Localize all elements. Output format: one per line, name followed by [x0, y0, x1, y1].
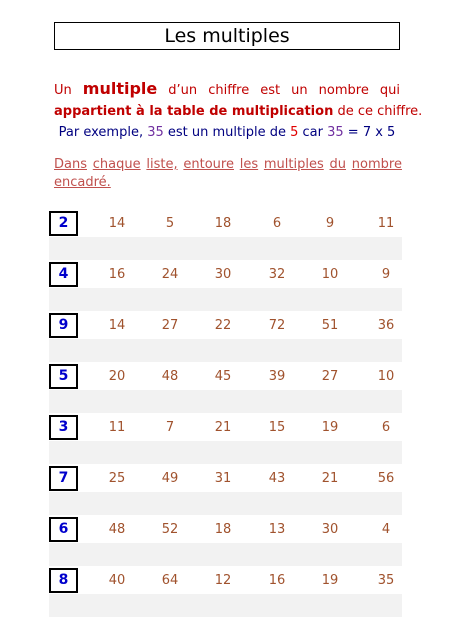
definition-line-2 — [54, 101, 423, 122]
candidate-number[interactable]: 31 — [214, 471, 232, 486]
candidate-number[interactable]: 7 — [165, 420, 175, 435]
candidate-number[interactable]: 15 — [268, 420, 286, 435]
exercise-row — [49, 261, 402, 312]
exercise-row — [49, 414, 402, 465]
framed-number: 4 — [49, 262, 78, 287]
candidate-number[interactable]: 13 — [268, 522, 286, 537]
candidate-number[interactable]: 10 — [377, 369, 395, 384]
example-text: = 7 x 5 — [343, 125, 396, 140]
example-number: 35 — [147, 125, 164, 140]
exercise-row — [49, 312, 402, 363]
definition-bold-phrase: appartient à la table de multiplication — [54, 104, 334, 119]
candidate-number[interactable]: 4 — [381, 522, 391, 537]
instruction — [54, 156, 402, 192]
framed-number: 7 — [49, 466, 78, 491]
candidate-number[interactable]: 5 — [165, 216, 175, 231]
row-spacer — [49, 441, 402, 464]
example-text: car — [298, 125, 328, 140]
candidate-number[interactable]: 45 — [214, 369, 232, 384]
example-number: 5 — [290, 125, 299, 140]
row-spacer — [49, 339, 402, 362]
candidate-number[interactable]: 11 — [108, 420, 126, 435]
definition-rest: de ce chiffre. — [333, 104, 423, 119]
instruction-word: entoure — [183, 157, 234, 172]
row-spacer — [49, 492, 402, 515]
example-text: est un multiple de — [163, 125, 291, 140]
exercise-list — [49, 210, 402, 618]
candidate-number[interactable]: 21 — [214, 420, 232, 435]
candidate-number[interactable]: 24 — [161, 267, 179, 282]
candidate-number[interactable]: 49 — [161, 471, 179, 486]
row-spacer — [49, 237, 402, 260]
row-spacer — [49, 288, 402, 311]
candidate-number[interactable]: 10 — [321, 267, 339, 282]
definition-word: un — [291, 83, 308, 98]
candidate-number[interactable]: 43 — [268, 471, 286, 486]
candidate-number[interactable]: 6 — [381, 420, 391, 435]
candidate-number[interactable]: 14 — [108, 318, 126, 333]
instruction-word: chaque — [92, 157, 141, 172]
row-spacer — [49, 543, 402, 566]
example-text: Par exemple, — [58, 125, 148, 140]
candidate-number[interactable]: 14 — [108, 216, 126, 231]
example-number: 35 — [327, 125, 344, 140]
exercise-row — [49, 210, 402, 261]
candidate-number[interactable]: 48 — [161, 369, 179, 384]
candidate-number[interactable]: 19 — [321, 573, 339, 588]
exercise-row — [49, 363, 402, 414]
definition-word: Un — [54, 83, 72, 98]
candidate-number[interactable]: 72 — [268, 318, 286, 333]
candidate-number[interactable]: 30 — [214, 267, 232, 282]
instruction-word: multiples — [263, 157, 324, 172]
candidate-number[interactable]: 21 — [321, 471, 339, 486]
example-line — [54, 122, 400, 143]
definition-word: nombre — [318, 83, 369, 98]
candidate-number[interactable]: 64 — [161, 573, 179, 588]
exercise-row — [49, 567, 402, 618]
candidate-number[interactable]: 48 — [108, 522, 126, 537]
candidate-number[interactable]: 12 — [214, 573, 232, 588]
candidate-number[interactable]: 18 — [214, 522, 232, 537]
candidate-number[interactable]: 11 — [377, 216, 395, 231]
framed-number: 2 — [49, 211, 78, 236]
framed-number: 8 — [49, 568, 78, 593]
framed-number: 3 — [49, 415, 78, 440]
instruction-word: liste, — [146, 157, 178, 172]
candidate-number[interactable]: 9 — [381, 267, 391, 282]
candidate-number[interactable]: 6 — [272, 216, 282, 231]
exercise-row — [49, 516, 402, 567]
framed-number: 6 — [49, 517, 78, 542]
row-spacer — [49, 390, 402, 413]
candidate-number[interactable]: 25 — [108, 471, 126, 486]
candidate-number[interactable]: 9 — [325, 216, 335, 231]
instruction-word: les — [239, 157, 259, 172]
candidate-number[interactable]: 35 — [377, 573, 395, 588]
page-title: Les multiples — [54, 22, 400, 50]
definition-line-1 — [54, 78, 400, 101]
definition-paragraph — [54, 78, 423, 143]
framed-number: 5 — [49, 364, 78, 389]
exercise-row — [49, 465, 402, 516]
candidate-number[interactable]: 30 — [321, 522, 339, 537]
instruction-word: du — [329, 157, 347, 172]
candidate-number[interactable]: 32 — [268, 267, 286, 282]
instruction-word: nombre — [351, 157, 402, 172]
framed-number: 9 — [49, 313, 78, 338]
candidate-number[interactable]: 36 — [377, 318, 395, 333]
candidate-number[interactable]: 52 — [161, 522, 179, 537]
candidate-number[interactable]: 22 — [214, 318, 232, 333]
definition-word: d’un — [168, 83, 198, 98]
candidate-number[interactable]: 39 — [268, 369, 286, 384]
definition-word: qui — [379, 83, 400, 98]
definition-word: est — [260, 83, 281, 98]
candidate-number[interactable]: 40 — [108, 573, 126, 588]
instruction-line-2: encadré. — [54, 175, 111, 190]
candidate-number[interactable]: 18 — [214, 216, 232, 231]
candidate-number[interactable]: 56 — [377, 471, 395, 486]
definition-keyword: multiple — [82, 79, 158, 98]
instruction-line-1 — [54, 156, 402, 174]
candidate-number[interactable]: 16 — [108, 267, 126, 282]
row-spacer — [49, 594, 402, 617]
instruction-word: Dans — [54, 157, 87, 172]
candidate-number[interactable]: 16 — [268, 573, 286, 588]
candidate-number[interactable]: 27 — [321, 369, 339, 384]
definition-word: chiffre — [208, 83, 250, 98]
candidate-number[interactable]: 19 — [321, 420, 339, 435]
candidate-number[interactable]: 27 — [161, 318, 179, 333]
candidate-number[interactable]: 51 — [321, 318, 339, 333]
candidate-number[interactable]: 20 — [108, 369, 126, 384]
